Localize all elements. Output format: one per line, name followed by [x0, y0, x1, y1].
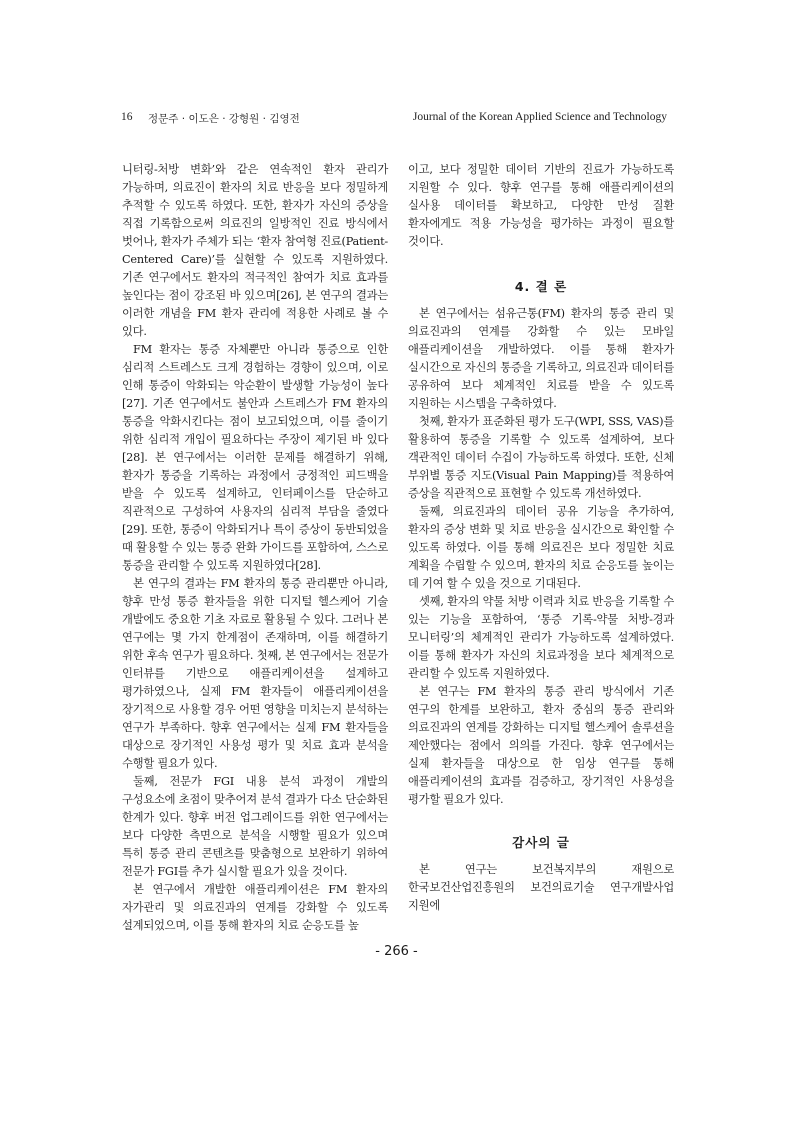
body-paragraph: 이고, 보다 정밀한 데이터 기반의 진료가 가능하도록 지원할 수 있다. 향후 연구를 통해 애플리케이션의 실사용 데이터를 확보하고, 다양한 만성 질환 환자에게도 적용 가능성을 평가하는 과정이 필요할 것이다.: [408, 163, 674, 248]
body-paragraph: 본 연구에서는 섬유근통(FM) 환자의 통증 관리 및 의료진과의 연계를 강화할 수 있는 모바일 애플리케이션을 개발하였다. 이를 통해 환자가 실시간으로 자신의 통증을 기록하고, 의료진과 데이터를 공유하여 보다 체계적인 치료를 받을 수 있도록 지원하는 시스템을 구축하였다.: [408, 307, 674, 410]
body-paragraph: 둘째, 전문가 FGI 내용 분석 과정이 개발의 구성요소에 초점이 맞추어져 분석 결과가 다소 단순화된 한계가 있다. 향후 버전 업그레이드를 위한 연구에서는 보다 다양한 측면으로 분석을 시행할 필요가 있으며 특히 통증 관리 콘텐츠를 맞춤형으로 보완하기 위하여 전문가 FGI를 추가 실시할 필요가 있을 것이다.: [122, 775, 388, 878]
header-authors: 정문주 · 이도은 · 강형원 · 김영전: [148, 113, 300, 125]
header-journal-title: Journal of the Korean Applied Science and Technology: [412, 111, 667, 123]
header-page-number: 16: [121, 111, 133, 123]
body-paragraph: 둘째, 의료진과의 데이터 공유 기능을 추가하여, 환자의 증상 변화 및 치료 반응을 실시간으로 확인할 수 있도록 하였다. 이를 통해 의료진은 보다 정밀한 치료 계획을 수립할 수 있으며, 환자의 치료 순응도를 높이는 데 기여 할 수 있을 것으로 기대된다.: [408, 505, 674, 590]
page-footer-number: - 266 -: [375, 944, 418, 959]
body-paragraph: 첫째, 환자가 표준화된 평가 도구(WPI, SSS, VAS)를 활용하여 통증을 기록할 수 있도록 설계하여, 보다 객관적인 데이터 수집이 가능하도록 하였다. 또한, 신체 부위별 통증 지도(Visual Pain Mapping)를 적용하여 증상을 직관적으로 표현할 수 있도록 개선하였다.: [408, 415, 674, 500]
body-paragraph: FM 환자는 통증 자체뿐만 아니라 통증으로 인한 심리적 스트레스도 크게 경험하는 경향이 있으며, 이로 인해 통증이 악화되는 악순환이 발생할 가능성이 높다[27]. 기존 연구에서도 불안과 스트레스가 FM 환자의 통증을 악화시킨다는 점이 보고되었으며, 이를 줄이기 위한 심리적 개입이 필요하다는 주장이 제기된 바 있다[28]. 본 연구에서는 이러한 문제를 해결하기 위해, 환자가 통증을 기록하는 과정에서 긍정적인 피드백을 받을 수 있도록 설계하고, 인터페이스를 단순하고 직관적으로 구성하여 사용자의 심리적 부담을 줄였다[29]. 또한, 통증이 악화되거나 특이 증상이 동반되었을 때 활용할 수 있는 통증 완화 가이드를 포함하여, 스스로 통증을 관리할 수 있도록 지원하였다[28].: [122, 343, 388, 572]
section-heading-conclusion: 4. 결 론: [514, 279, 568, 294]
body-paragraph: 본 연구는 보건복지부의 재원으로 한국보건산업진흥원의 보건의료기술 연구개발사업 지원에: [408, 863, 674, 912]
right-column: [408, 161, 674, 915]
left-column: [122, 161, 388, 935]
body-paragraph: 셋째, 환자의 약물 처방 이력과 치료 반응을 기록할 수 있는 기능을 포함하여, ‘통증 기록-약물 처방-경과 모니터링’의 체계적인 관리가 가능하도록 설계하였다. 이를 통해 환자가 자신의 치료과정을 보다 체계적으로 관리할 수 있도록 지원하였다.: [408, 595, 674, 680]
body-paragraph: 본 연구는 FM 환자의 통증 관리 방식에서 기존 연구의 한계를 보완하고, 환자 중심의 통증 관리와 의료진과의 연계를 강화하는 디지털 헬스케어 솔루션을 제안했다는 점에서 의의를 가진다. 향후 연구에서는 실제 환자들을 대상으로 한 임상 연구를 통해 애플리케이션의 효과를 검증하고, 장기적인 사용성을 평가할 필요가 있다.: [408, 685, 674, 806]
running-header: [0, 111, 793, 127]
body-paragraph: 니터링-처방 변화’와 같은 연속적인 환자 관리가 가능하며, 의료진이 환자의 치료 반응을 보다 정밀하게 추적할 수 있도록 하였다. 또한, 환자가 자신의 증상을 직접 기록함으로써 의료진의 일방적인 진료 방식에서 벗어나, 환자가 주체가 되는 ‘환자 참여형 진료(Patient-Centered Care)’를 실현할 수 있도록 지원하였다. 기존 연구에서도 환자의 적극적인 참여가 치료 효과를 높인다는 점이 강조된 바 있으며[26], 본 연구의 결과는 이러한 개념을 FM 환자 관리에 적용한 사례로 볼 수 있다.: [122, 163, 388, 338]
body-paragraph: 본 연구에서 개발한 애플리케이션은 FM 환자의 자가관리 및 의료진과의 연계를 강화할 수 있도록 설계되었으며, 이를 통해 환자의 치료 순응도를 높: [122, 883, 388, 932]
body-paragraph: 본 연구의 결과는 FM 환자의 통증 관리뿐만 아니라, 향후 만성 통증 환자들을 위한 디지털 헬스케어 기술 개발에도 중요한 기초 자료로 활용될 수 있다. 그러나 본 연구에는 몇 가지 한계점이 존재하며, 이를 해결하기 위한 후속 연구가 필요하다. 첫째, 본 연구에서는 전문가 인터뷰를 기반으로 애플리케이션을 설계하고 평가하였으나, 실제 FM 환자들이 애플리케이션을 장기적으로 사용할 경우 어떤 영향을 미치는지 분석하는 연구가 부족하다. 향후 연구에서는 실제 FM 환자들을 대상으로 장기적인 사용성 평가 및 치료 효과 분석을 수행할 필요가 있다.: [122, 577, 388, 770]
section-heading-acknowledgement: 감사의 글: [512, 835, 570, 850]
